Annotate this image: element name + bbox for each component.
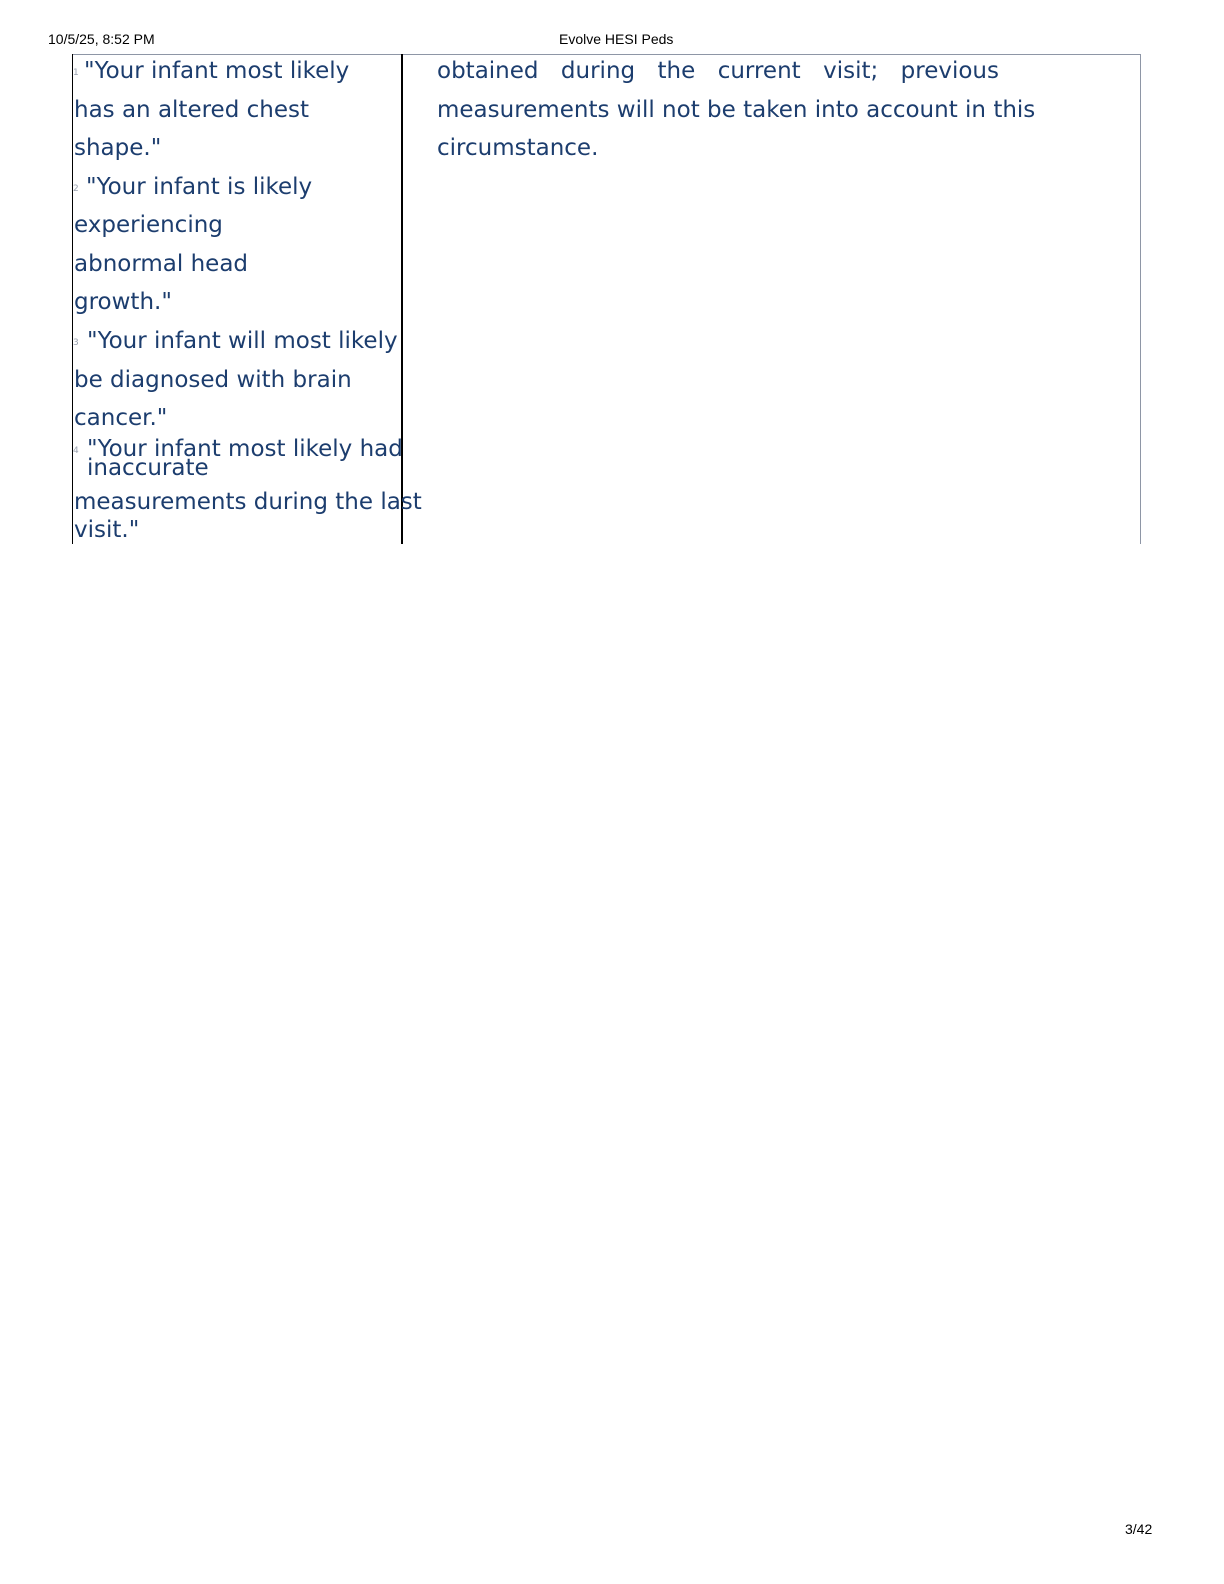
option-text-line: shape." [74, 135, 162, 161]
option-number: 2 [73, 184, 79, 194]
option-text-line: visit." [74, 517, 140, 543]
rationale-word: obtained [437, 58, 539, 84]
rationale-line-3: circumstance. [437, 135, 599, 161]
option-text-line: abnormal head [74, 251, 249, 277]
option-text-line: measurements during the last [74, 489, 422, 515]
option-text-line: "Your infant will most likely [87, 328, 398, 354]
option-text-line: inaccurate [87, 455, 209, 481]
option-number: 4 [73, 446, 79, 456]
option-text-line: "Your infant most likely had [87, 436, 403, 462]
option-number: 1 [73, 68, 79, 78]
rationale-word: previous [900, 58, 999, 84]
option-text-line: be diagnosed with brain [74, 367, 352, 393]
table-left-border [72, 54, 73, 544]
page-number: 3/42 [1125, 1521, 1153, 1537]
rationale-word: current [717, 58, 801, 84]
option-text-line: growth." [74, 289, 172, 315]
question-table [72, 54, 1141, 544]
option-number: 3 [73, 338, 79, 348]
rationale-line-1 [437, 57, 999, 85]
option-text-line: experiencing [74, 212, 223, 238]
rationale-word: the [657, 58, 696, 84]
page-header-title: Evolve HESI Peds [559, 31, 674, 47]
option-text-line: cancer." [74, 405, 168, 431]
rationale-line-2: measurements will not be taken into account in this [437, 97, 1036, 123]
option-text-line: "Your infant is likely [86, 174, 313, 200]
print-timestamp: 10/5/25, 8:52 PM [48, 31, 155, 47]
option-text-line: has an altered chest [74, 97, 309, 123]
rationale-word: during [560, 58, 636, 84]
column-divider [401, 54, 403, 544]
option-text-line: "Your infant most likely [84, 58, 350, 84]
rationale-word: visit; [823, 58, 879, 84]
